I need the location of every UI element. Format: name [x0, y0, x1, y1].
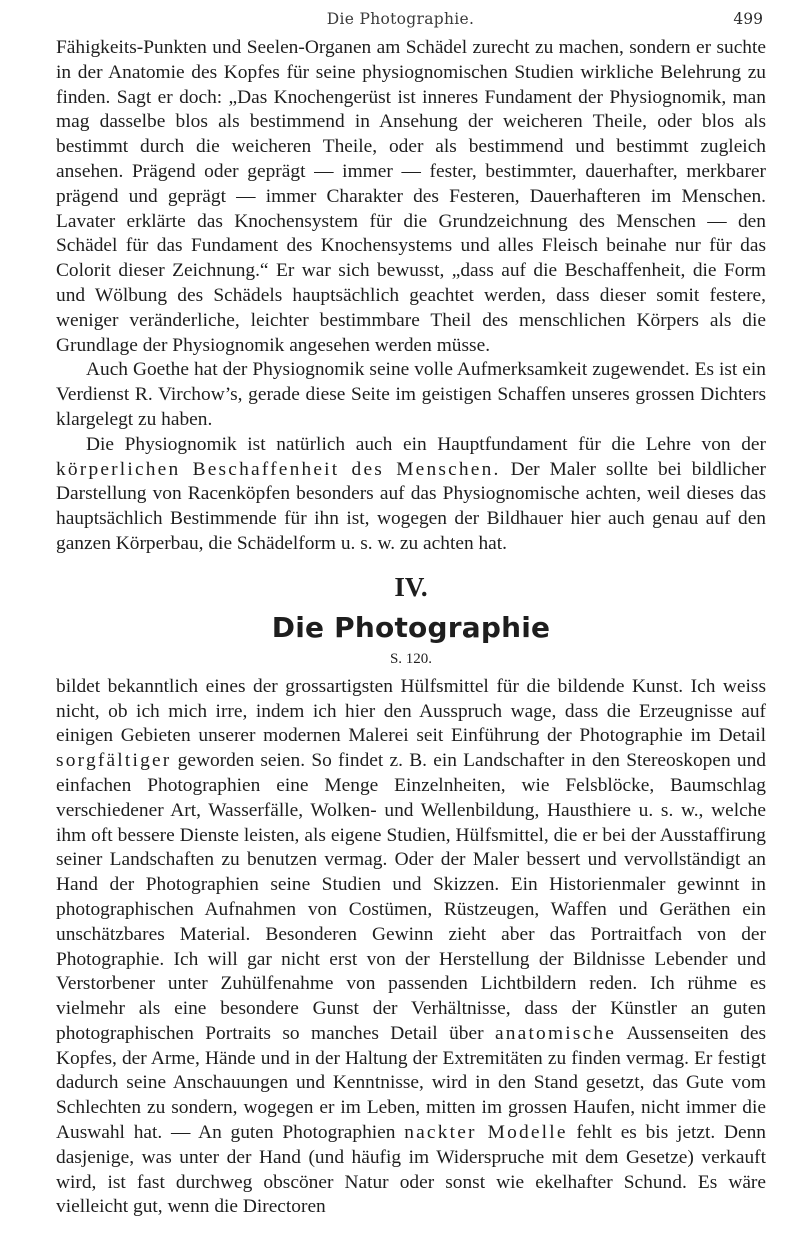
spaced-emphasis: körperlichen Beschaffenheit des Menschen. — [56, 458, 501, 480]
spaced-emphasis: anatomische — [494, 1022, 617, 1044]
paragraph-physiognomik — [56, 433, 766, 557]
page-reference: S. 120. — [389, 650, 433, 667]
paragraph-photographie — [56, 675, 766, 1221]
paragraph-goethe: Auch Goethe hat der Physiognomik seine volle Aufmerksamkeit zugewendet. Es ist ein Verdienst R. Virchow’s, gerade diese Seite im geistigen Schaffen unseres grossen Dichters klargelegt zu haben. — [56, 359, 766, 430]
text-span: bildet bekanntlich eines der grossartigsten Hülfsmittel für die bildende Kunst. Ich weiss nicht, ob ich mich irre, indem ich hier den Ausspruch wage, dass die Erzeugnisse auf einigen Gebieten unserer modernen Malerei seit Einführung der Photographie im Detail — [56, 675, 766, 747]
chapter-title: Die Photographie — [271, 610, 551, 644]
page-number: 499 — [733, 10, 763, 28]
spaced-emphasis: nackter Modelle — [404, 1122, 568, 1144]
paragraph-lavater: Fähigkeits-Punkten und Seelen-Organen am Schädel zurecht zu machen, sondern er suchte in der Anatomie des Kopfes für seine physiognomischen Studien wirkliche Belehrung zu finden. Sagt er doch: „Das Knochengerüst ist inneres Fundament der Physiognomik, man mag dasselbe blos als bestimmend in Ansehung der weicheren Theile, oder blos als bestimmt durch die weicheren Theile, oder als bestimmend und bestimmt zugleich ansehen. Prägend oder geprägt — immer — fester, bestimmter, dauerhafter, merkbarer prägend und geprägt — immer Charakter des Festeren, Dauerhafteren im Menschen. Lavater erklärte das Knochensystem für die Grundzeichnung des Menschen — den Schädel für das Fundament des Knochensystems und alles Fleisch beinahe nur für das Colorit dieser Zeichnung.“ Er war sich bewusst, „dass auf die Beschaffenheit, die Form und Wölbung des Schädels hauptsächlich geachtet werden, dass dieser somit festere, weniger veränderliche, leichter bestimmbare Theil des menschlichen Körpers als die Grundlage der Physiognomik angesehen werden müsse. — [56, 37, 766, 356]
text-span: geworden seien. So findet z. B. ein Landschafter in den Stereoskopen und einfachen Photographien eine Menge Einzelnheiten, wie Felsblöcke, Baumschlag verschiedener Art, Wasserfälle, Wolken- und Wellenbildung, Hausthiere u. s. w., welche ihm oft bessere Dienste leisten, als eigene Studien, Hülfsmittel, die er bei der Ausstaffirung seiner Landschaften zu benutzen vermag. Oder der Maler bessert und vervollständigt an Hand der Photographien seine Studien und Skizzen. Ein Historienmaler gewinnt in photographischen Aufnahmen von Costümen, Rüstzeugen, Waffen und Geräthen ein unschätzbares Material. Besonderen Gewinn zieht aber das Portraitfach von der Photographie. Ich will gar nicht erst von der Herstellung der Bildnisse Lebender und Verstorbener unter Zuhülfenahme von passenden Lichtbildern reden. Ich rühme es vielmehr als eine besondere Gunst der Verhältnisse, dass der Künstler an guten photographischen Portraits so manches Detail über — [56, 750, 766, 1044]
running-title: Die Photographie. — [326, 10, 475, 28]
page-body — [56, 36, 766, 1220]
running-header — [0, 10, 801, 34]
text-span: Der Maler sollte bei bildlicher Darstellung von Racenköpfen besonders auf das Physiognomische achten, weil dieses das hauptsächlich Bestimmende für ihn ist, wogegen der Bildhauer hier auch genau auf den ganzen Körperbau, die Schädelform u. s. w. zu achten hat. — [56, 458, 767, 554]
text-span: fehlt es bis jetzt. Denn dasjenige, was unter der Hand (und häufig im Widerspruche mit dem Gesetze) verkauft wird, ist fast durchweg obscöner Natur oder sonst wie ekelhafter Schund. Es wäre vielleicht gut, wenn die Directoren — [56, 1122, 766, 1218]
text-span: Aussenseiten des Kopfes, der Arme, Hände und in der Haltung der Extremitäten zu finden vermag. Er festigt dadurch seine Anschauungen und Kenntnisse, wird in den Stand gesetzt, das Gute vom Schlechten zu sondern, wogegen er im Leben, mitten im grossen Haufen, nicht immer die Auswahl hat. — An guten Photographien — [56, 1022, 766, 1144]
text-span: Die Physiognomik ist natürlich auch ein Hauptfundament für die Lehre von der — [86, 433, 766, 455]
chapter-number: IV. — [394, 571, 428, 602]
spaced-emphasis: sorgfältiger — [56, 750, 172, 772]
